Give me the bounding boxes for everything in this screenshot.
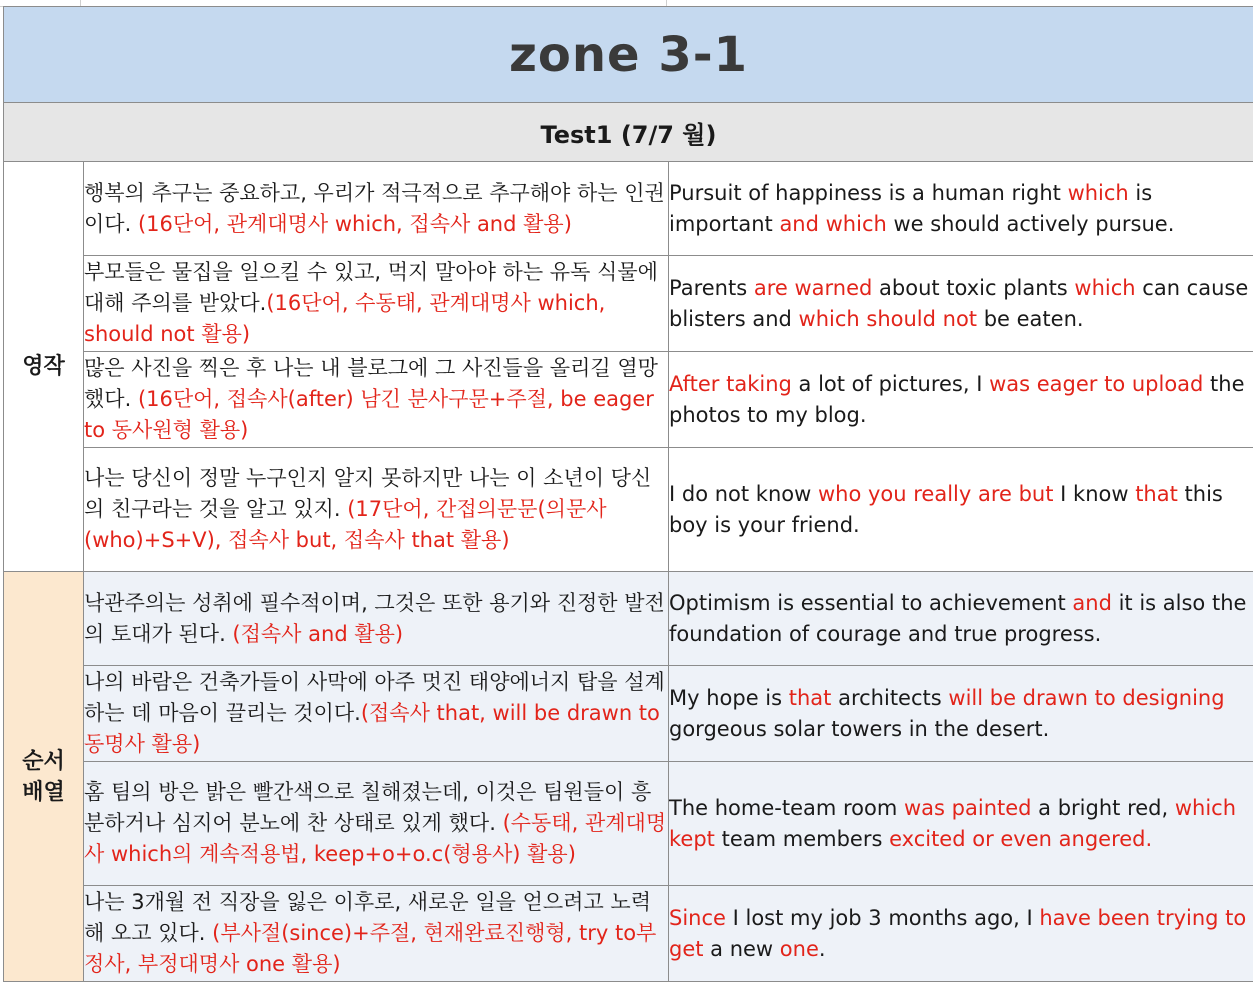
exercise-row <box>4 572 1253 666</box>
english-answer <box>669 886 1253 982</box>
worksheet-table <box>3 6 1253 982</box>
highlight-segment: and <box>1072 590 1112 615</box>
text-segment: team members <box>714 826 890 851</box>
text-segment: 많은 사진을 찍은 후 나는 내 블로그에 그 사진들을 올리길 열망했다. <box>84 356 658 411</box>
text-segment: 부모들은 물집을 일으킬 수 있고, 먹지 말아야 하는 유독 식물에 대해 주의를 받았다. <box>84 260 658 315</box>
text-segment: a lot of pictures, I <box>791 371 990 396</box>
text-segment: . <box>818 936 826 961</box>
page-title: zone 3-1 <box>4 7 1253 103</box>
text-segment: 홈 팀의 방은 밝은 빨간색으로 칠해졌는데, 이것은 팀원들이 흥분하거나 심지어 분노에 찬 상태로 있게 했다. <box>84 780 652 835</box>
korean-prompt <box>84 162 669 256</box>
text-segment: My hope is <box>669 685 789 710</box>
text-segment: about toxic plants <box>872 275 1075 300</box>
highlight-segment: and which <box>779 211 887 236</box>
english-answer <box>669 762 1253 886</box>
text-segment: I know <box>1053 481 1136 506</box>
text-segment: it is also the foundation of courage and true progress. <box>669 590 1247 646</box>
section-label <box>4 162 84 572</box>
text-segment: a new <box>703 936 780 961</box>
highlight-segment: (접속사 and 활용) <box>232 621 404 646</box>
highlight-segment: which should not <box>798 306 978 331</box>
korean-prompt <box>84 762 669 886</box>
section-label-line: 영작 <box>22 354 65 379</box>
text-segment: I lost my job 3 months ago, I <box>725 905 1040 930</box>
highlight-segment: which <box>1067 180 1129 205</box>
highlight-segment: (16단어, 수동태, 관계대명사 which, should not 활용) <box>84 291 606 346</box>
text-segment: I do not know <box>669 481 818 506</box>
english-answer <box>669 352 1253 448</box>
text-segment: a bright red, <box>1031 795 1175 820</box>
korean-prompt <box>84 886 669 982</box>
text-segment: the photos to my blog. <box>669 371 1245 427</box>
korean-prompt <box>84 572 669 666</box>
korean-prompt <box>84 256 669 352</box>
highlight-segment: which kept <box>669 795 1237 851</box>
text-segment: this boy is your friend. <box>669 481 1223 537</box>
exercise-row <box>4 352 1253 448</box>
text-segment: Optimism is essential to achievement <box>669 590 1073 615</box>
exercise-row <box>4 162 1253 256</box>
highlight-segment: Since <box>669 905 726 930</box>
highlight-segment: are warned <box>753 275 873 300</box>
text-segment: can cause blisters and <box>669 275 1249 331</box>
highlight-segment: was painted <box>904 795 1032 820</box>
highlight-segment: was eager to upload <box>989 371 1204 396</box>
highlight-segment: (부사절(since)+주절, 현재완료진행형, try to부정사, 부정대명사 one 활용) <box>84 921 657 976</box>
english-answer <box>669 572 1253 666</box>
korean-prompt <box>84 352 669 448</box>
highlight-segment: (접속사 that, will be drawn to 동명사 활용) <box>84 701 660 756</box>
text-segment: 행복의 추구는 중요하고, 우리가 적극적으로 추구해야 하는 인권이다. <box>84 180 665 236</box>
highlight-segment: (수동태, 관계대명사 which의 계속적용법, keep+o+o.c(형용사) 활용) <box>84 811 667 866</box>
korean-prompt <box>84 666 669 762</box>
text-segment: Parents <box>669 275 754 300</box>
highlight-segment: that <box>788 685 832 710</box>
highlight-segment: one <box>779 936 819 961</box>
exercise-row <box>4 762 1253 886</box>
text-segment: 나는 3개월 전 직장을 잃은 이후로, 새로운 일을 얻으려고 노력해 오고 있다. <box>84 890 651 945</box>
exercise-row <box>4 448 1253 572</box>
highlight-segment: who you really are but <box>817 481 1054 506</box>
text-segment: The home-team room <box>669 795 904 820</box>
text-segment: architects <box>831 685 949 710</box>
english-answer <box>669 666 1253 762</box>
exercise-row <box>4 256 1253 352</box>
text-segment: gorgeous solar towers in the desert. <box>669 716 1050 741</box>
english-answer <box>669 256 1253 352</box>
text-segment: be eaten. <box>977 306 1084 331</box>
highlight-segment: that <box>1135 481 1178 506</box>
highlight-segment: After taking <box>669 371 792 396</box>
exercise-row <box>4 666 1253 762</box>
text-segment: Pursuit of happiness is a human right <box>669 180 1068 205</box>
section-label-line: 배열 <box>22 779 65 805</box>
test-subtitle: Test1 (7/7 월) <box>4 103 1253 162</box>
text-segment: 나는 당신이 정말 누구인지 알지 못하지만 나는 이 소년이 당신의 친구라는 것을 알고 있지. <box>84 466 652 521</box>
highlight-segment: (16단어, 접속사(after) 남긴 분사구문+주절, be eager to 동사원형 활용) <box>84 387 654 442</box>
highlight-segment: will be drawn to designing <box>948 685 1225 710</box>
highlight-segment: which <box>1074 275 1136 300</box>
english-answer <box>669 162 1253 256</box>
highlight-segment: (16단어, 관계대명사 which, 접속사 and 활용) <box>137 211 572 236</box>
section-label <box>4 572 84 982</box>
korean-prompt <box>84 448 669 572</box>
english-answer <box>669 448 1253 572</box>
highlight-segment: excited or even angered. <box>889 826 1153 851</box>
section-label-line: 순서 <box>22 748 65 774</box>
highlight-segment: (17단어, 간접의문문(의문사(who)+S+V), 접속사 but, 접속사 that 활용) <box>84 497 607 552</box>
text-segment: 나의 바람은 건축가들이 사막에 아주 멋진 태양에너지 탑을 설계하는 데 마음이 끌리는 것이다. <box>84 670 665 725</box>
highlight-segment: have been trying to get <box>669 905 1247 961</box>
exercise-row <box>4 886 1253 982</box>
text-segment: we should actively pursue. <box>886 211 1175 236</box>
text-segment: 낙관주의는 성취에 필수적이며, 그것은 또한 용기와 진정한 발전의 토대가 된다. <box>84 590 665 646</box>
text-segment: is important <box>669 180 1153 236</box>
